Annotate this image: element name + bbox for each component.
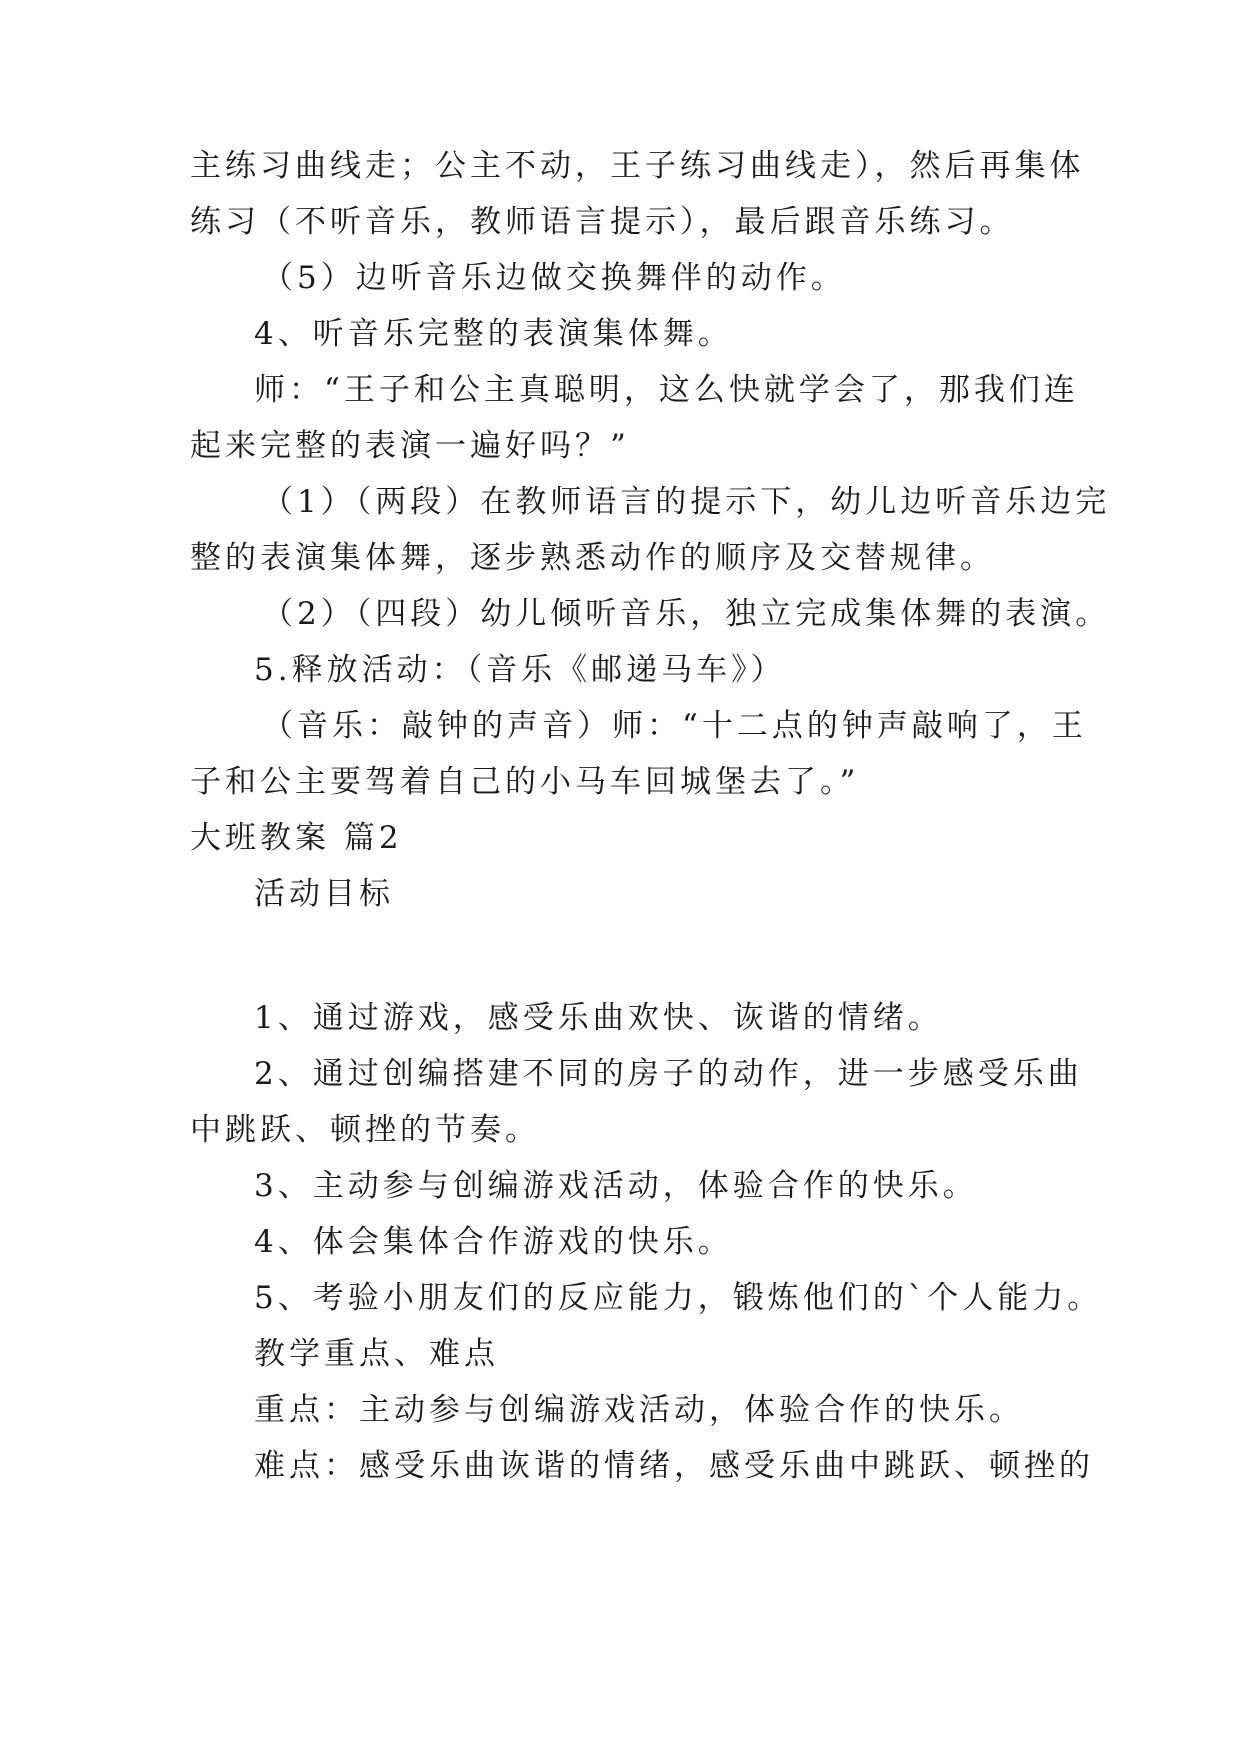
text-line: 师：“王子和公主真聪明，这么快就学会了，那我们连 — [254, 372, 1079, 408]
text-line: 起来完整的表演一遍好吗？” — [190, 428, 630, 464]
text-line: 难点：感受乐曲诙谐的情绪，感受乐曲中跳跃、顿挫的 — [254, 1448, 1094, 1484]
text-line: 3、主动参与创编游戏活动，体验合作的快乐。 — [254, 1168, 978, 1204]
text-line: 4、听音乐完整的表演集体舞。 — [254, 316, 733, 352]
text-line: 1、通过游戏，感受乐曲欢快、诙谐的情绪。 — [254, 1000, 943, 1036]
text-line: 5、考验小朋友们的反应能力，锻炼他们的`个人能力。 — [254, 1280, 1103, 1316]
text-line: 重点：主动参与创编游戏活动，体验合作的快乐。 — [254, 1392, 1024, 1428]
text-line: 整的表演集体舞，逐步熟悉动作的顺序及交替规律。 — [190, 540, 995, 576]
text-line: 练习（不听音乐，教师语言提示），最后跟音乐练习。 — [190, 204, 1015, 240]
section-heading: 大班教案 篇2 — [190, 820, 403, 856]
text-line: 4、体会集体合作游戏的快乐。 — [254, 1224, 733, 1260]
text-line: （5）边听音乐边做交换舞伴的动作。 — [262, 260, 846, 296]
text-line: 子和公主要驾着自己的小马车回城堡去了。” — [190, 764, 860, 800]
subsection-heading: 教学重点、难点 — [254, 1336, 499, 1372]
text-line: （1）（两段）在教师语言的提示下，幼儿边听音乐边完 — [262, 484, 1111, 520]
text-line: （音乐：敲钟的声音）师：“十二点的钟声敲响了，王 — [262, 708, 1087, 744]
subsection-heading: 活动目标 — [254, 876, 394, 912]
text-line: 中跳跃、顿挫的节奏。 — [190, 1112, 540, 1148]
text-line: 2、通过创编搭建不同的房子的动作，进一步感受乐曲 — [254, 1056, 1083, 1092]
text-line: 5.释放活动：（音乐《邮递马车》） — [254, 652, 786, 688]
text-line: 主练习曲线走；公主不动，王子练习曲线走），然后再集体 — [190, 148, 1085, 184]
text-line: （2）（四段）幼儿倾听音乐，独立完成集体舞的表演。 — [262, 596, 1111, 632]
